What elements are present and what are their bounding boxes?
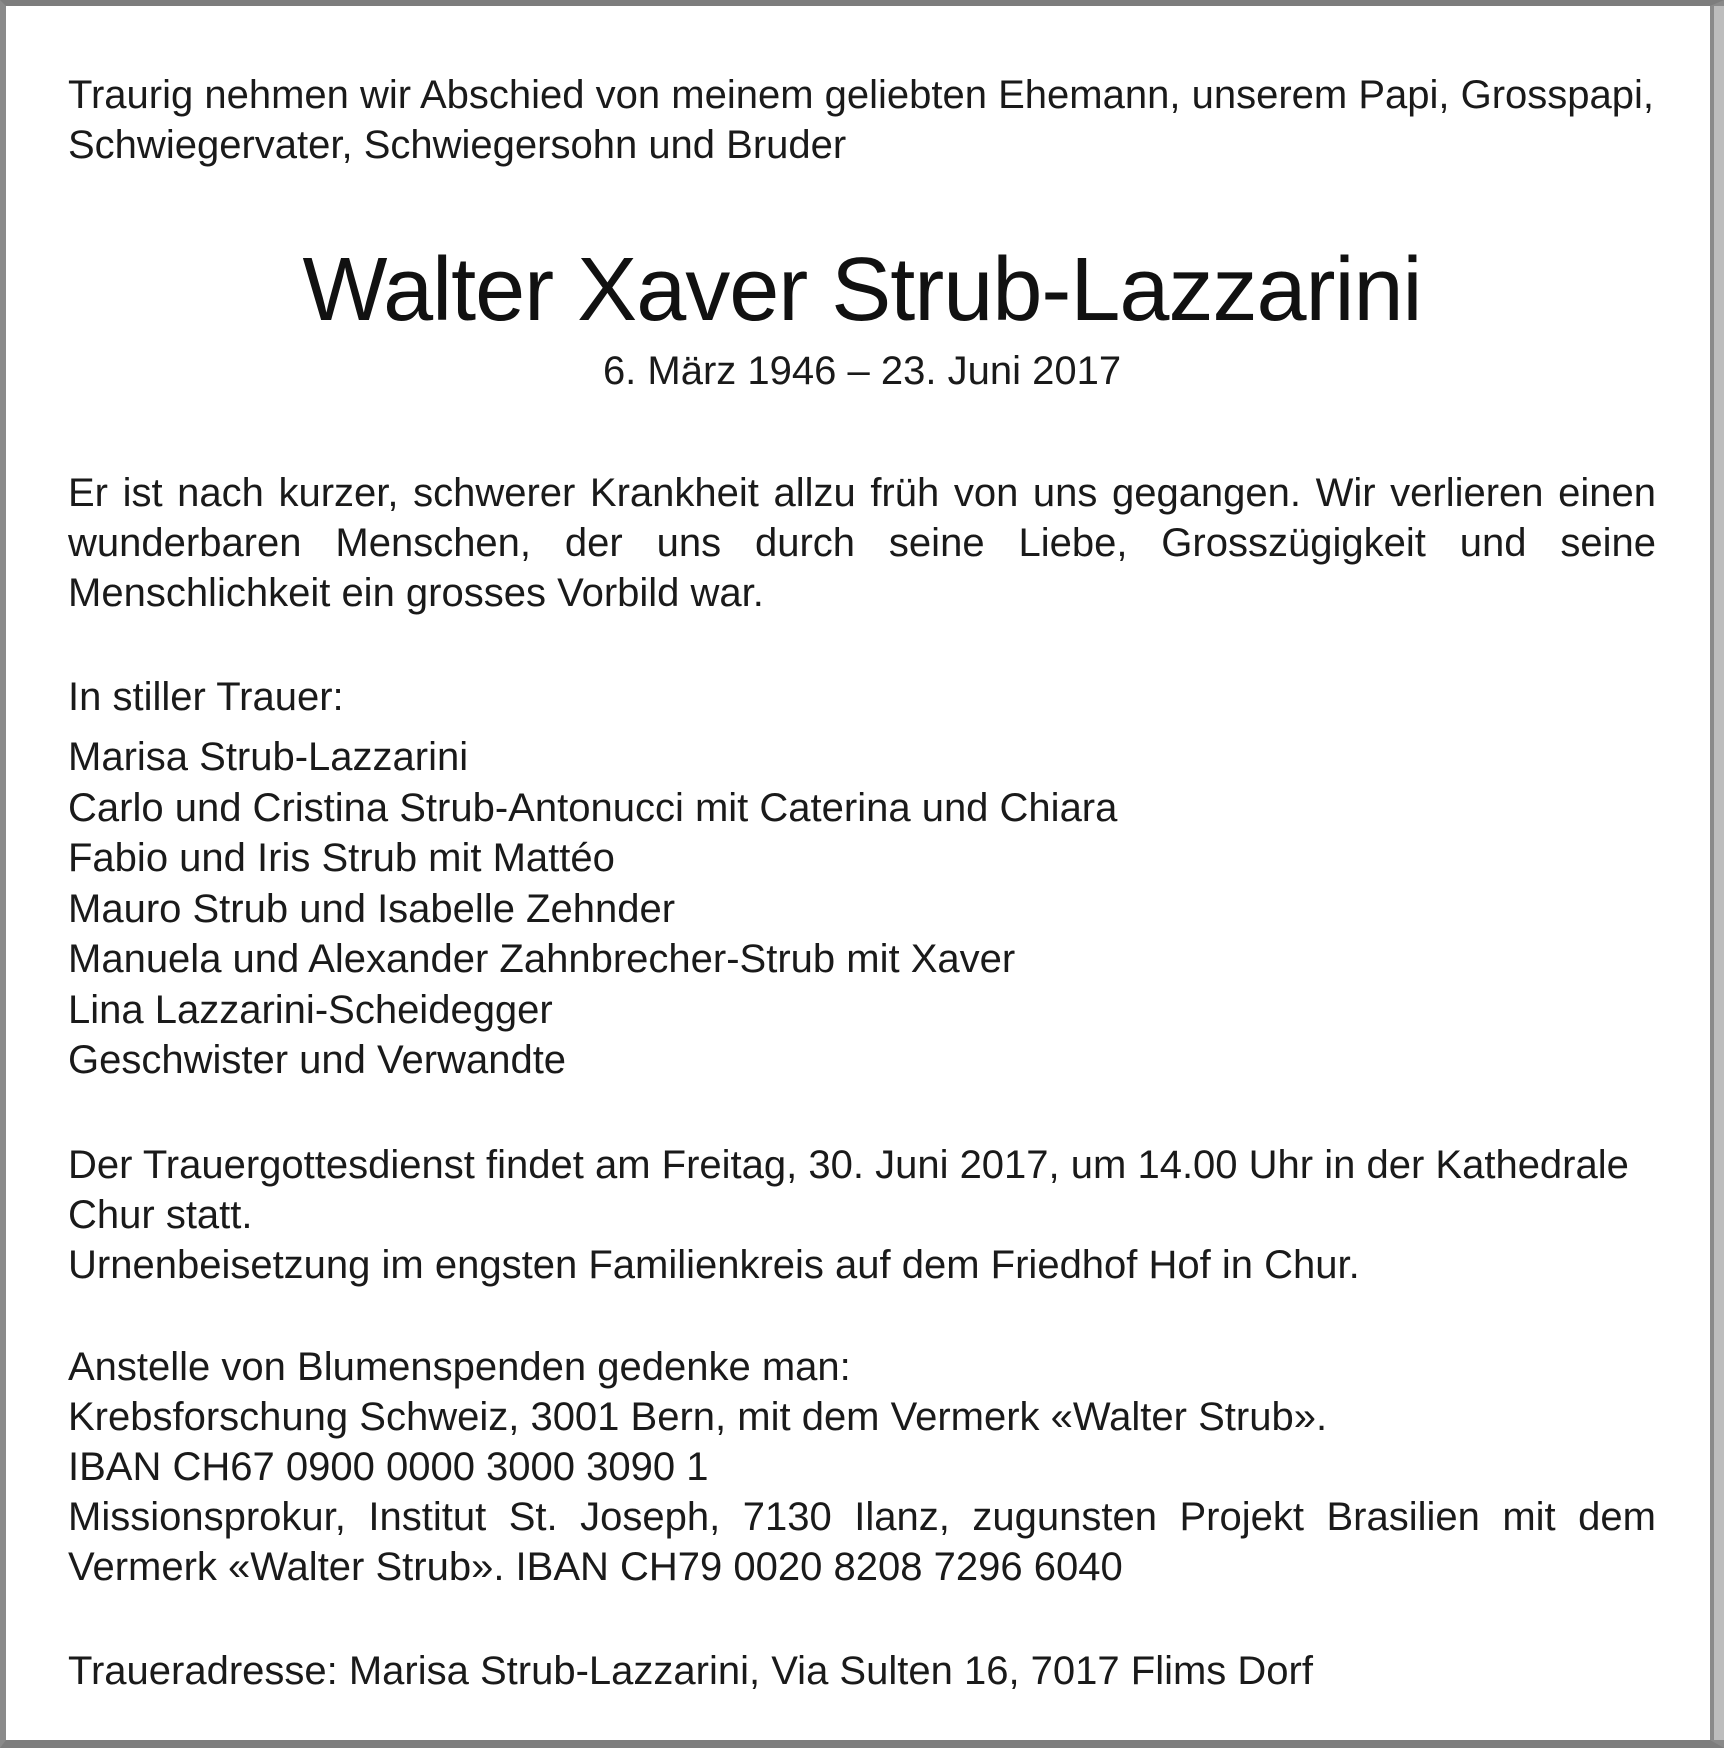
life-dates: 6. März 1946 – 23. Juni 2017 — [602, 349, 1122, 393]
mourner-item: Marisa Strub-Lazzarini — [68, 735, 469, 779]
mourners-list — [68, 732, 1656, 1086]
mourner-item: Geschwister und Verwandte — [68, 1038, 567, 1082]
donation-info — [68, 1342, 1656, 1592]
intro-text — [68, 70, 1656, 170]
service-line-2: Chur statt. — [68, 1193, 253, 1237]
funeral-service-info — [68, 1140, 1656, 1290]
donation-iban-1: IBAN CH67 0900 0000 3000 3090 1 — [68, 1445, 709, 1489]
deceased-name: Walter Xaver Strub-Lazzarini — [302, 240, 1422, 340]
intro-line-1: Traurig nehmen wir Abschied von meinem geliebten Ehemann, unserem Papi, Grosspapi, — [68, 73, 1655, 117]
donation-line-2: Krebsforschung Schweiz, 3001 Bern, mit dem Vermerk «Walter Strub». — [68, 1395, 1328, 1439]
mourner-item: Carlo und Cristina Strub-Antonucci mit Caterina und Chiara — [68, 785, 1118, 830]
service-line-1: Der Trauergottesdienst findet am Freitag, 30. Juni 2017, um 14.00 Uhr in der Kathedrale — [68, 1143, 1629, 1187]
mourner-item: Mauro Strub und Isabelle Zehnder — [68, 886, 676, 931]
mourner-item: Manuela und Alexander Zahnbrecher-Strub mit Xaver — [68, 937, 1016, 981]
memorial-paragraph: Er ist nach kurzer, schwerer Krankheit allzu früh von uns gegangen. Wir verlieren einen wunderbaren Menschen, der uns durch seine Liebe, Grosszügigkeit und seine Menschlichkeit ein grosses Vorbild war. — [68, 471, 1656, 615]
donation-line-4: Missionsprokur, Institut St. Joseph, 7130 Ilanz, zugunsten Projekt Brasilien mit dem Vermerk «Walter Strub». IBAN CH79 0020 8208 7296 6040 — [68, 1495, 1656, 1589]
mourner-item: Lina Lazzarini-Scheidegger — [68, 987, 553, 1032]
intro-line-2: Schwiegervater, Schwiegersohn und Bruder — [68, 123, 847, 167]
service-line-3: Urnenbeisetzung im engsten Familienkreis auf dem Friedhof Hof in Chur. — [68, 1243, 1360, 1287]
donation-line-1: Anstelle von Blumenspenden gedenke man: — [68, 1345, 851, 1389]
mourning-address: Traueradresse: Marisa Strub-Lazzarini, Via Sulten 16, 7017 Flims Dorf — [68, 1649, 1313, 1693]
mourning-label: In stiller Trauer: — [68, 675, 344, 719]
mourner-item: Fabio und Iris Strub mit Mattéo — [68, 836, 615, 880]
